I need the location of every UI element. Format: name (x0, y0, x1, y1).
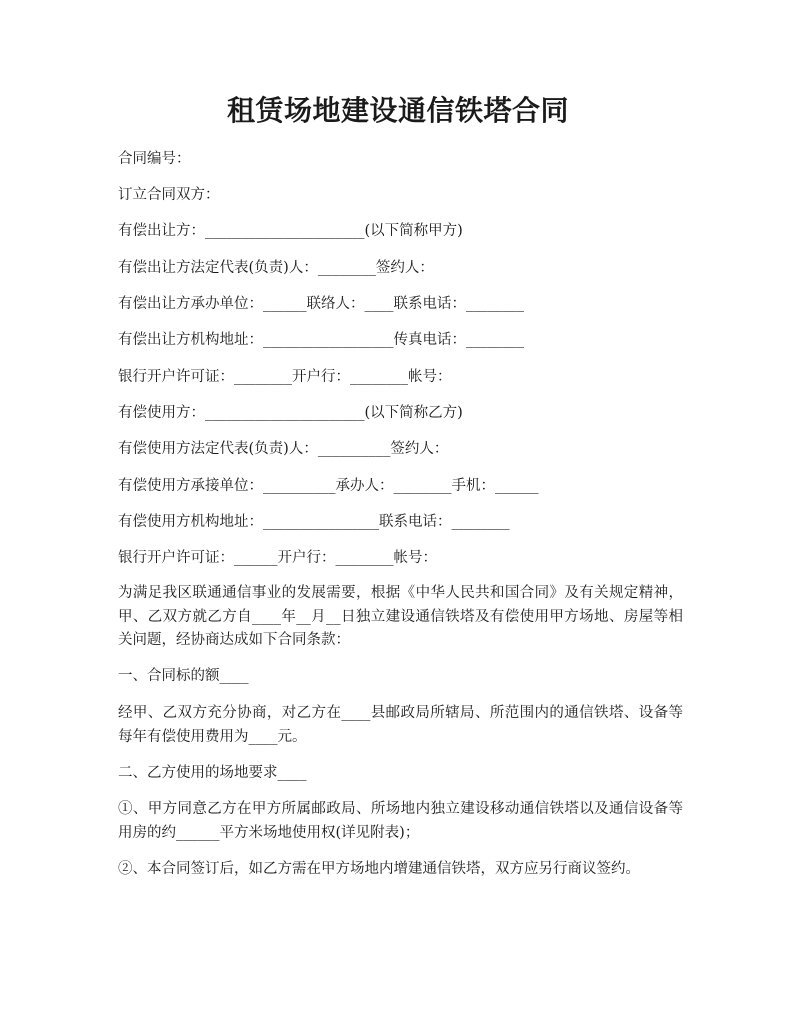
party-b-bank-line: 银行开户许可证：______开户行：________帐号： (118, 550, 437, 566)
party-a-address-line: 有偿出让方机构地址：__________________传真电话：________ (118, 332, 524, 348)
party-a-name-line: 有偿出让方：______________________(以下简称甲方) (118, 223, 463, 239)
section-1-heading: 一、合同标的额____ (118, 668, 249, 684)
section-2-heading: 二、乙方使用的场地要求____ (118, 765, 307, 781)
contract-parties-line: 订立合同双方： (118, 187, 220, 203)
party-b-unit-line: 有偿使用方承接单位：__________承办人：________手机：______ (118, 478, 539, 494)
party-a-unit-line: 有偿出让方承办单位：______联络人：____联系电话：________ (118, 296, 524, 312)
contract-number-line: 合同编号： (118, 151, 191, 167)
document-title: 租赁场地建设通信铁塔合同 (226, 94, 569, 127)
party-a-bank-line: 银行开户许可证：________开户行：________帐号： (118, 369, 452, 385)
section-2-clause-2: ②、本合同签订后，如乙方需在甲方场地内增建通信铁塔，双方应另行商议签约。 (118, 861, 640, 877)
party-b-name-line: 有偿使用方：______________________(以下简称乙方) (118, 405, 463, 421)
section-1-body: 经甲、乙双方充分协商，对乙方在____县邮政局所辖局、所范围内的通信铁塔、设备等每年有偿使用费用为____元。 (118, 705, 683, 745)
party-b-address-line: 有偿使用方机构地址：________________联系电话：________ (118, 514, 510, 530)
preamble-paragraph: 为满足我区联通通信事业的发展需要，根据《中华人民共和国合同》及有关规定精神，甲、乙双方就乙方自____年__月__日独立建设通信铁塔及有偿使用甲方场地、房屋等相关问题，经协商达成如下合同条款： (118, 585, 683, 648)
party-a-representative-line: 有偿出让方法定代表(负责)人：________签约人： (118, 260, 434, 276)
section-2-clause-1: ①、甲方同意乙方在甲方所属邮政局、所场地内独立建设移动通信铁塔以及通信设备等用房的约______平方米场地使用权(详见附表)； (118, 801, 683, 841)
party-b-representative-line: 有偿使用方法定代表(负责)人：__________签约人： (118, 441, 449, 457)
